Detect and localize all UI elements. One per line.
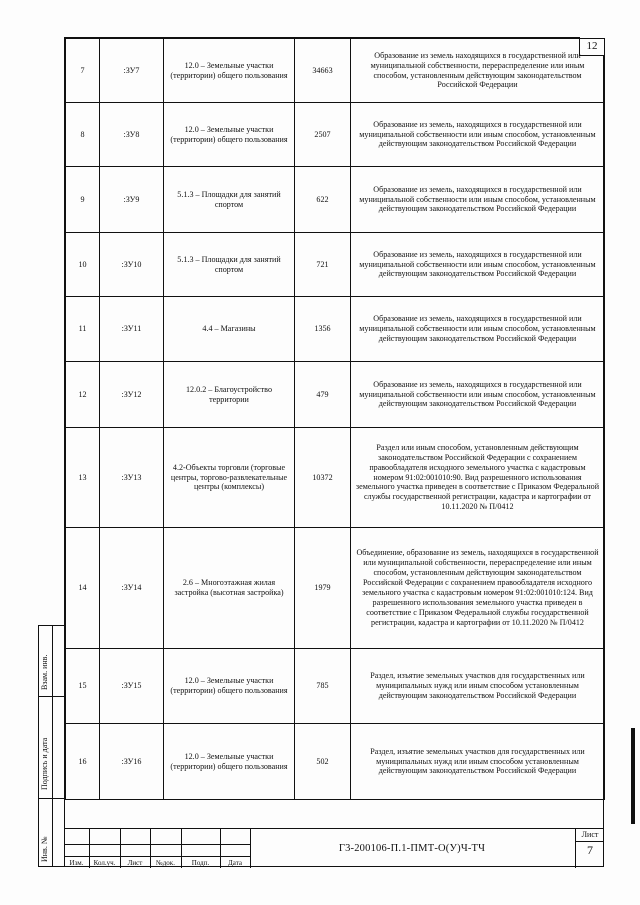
land-plots-table <box>65 38 605 800</box>
revision-grid <box>64 829 250 868</box>
row-number: 8 <box>66 103 100 167</box>
plot-area: 785 <box>295 649 351 724</box>
permitted-use: 12.0 – Земельные участки (территории) общего пользования <box>164 649 295 724</box>
plot-id: :ЗУ14 <box>100 528 164 649</box>
permitted-use: 2.6 – Многоэтажная жилая застройка (высотная застройка) <box>164 528 295 649</box>
table-row <box>66 649 605 724</box>
sheet-label: Лист <box>581 830 599 839</box>
table-row <box>66 233 605 297</box>
formation-method: Образование из земель, находящихся в государственной или муниципальной собственности или иным способом, установленным действующим законодательством Российской Федерации <box>351 103 605 167</box>
permitted-use: 12.0.2 – Благоустройство территории <box>164 362 295 428</box>
formation-method: Раздел или иным способом, установленным действующим законодательством Российской Федерации с сохранением правообладателя исходного земельного участка с кадастровым номером 91:02:001010:90. Вид разрешенного использования земельного участка приведен в соответствие с Приказом Федеральной службы государственной регистрации, кадастра и картографии от 10.11.2020 № П/0412 <box>351 428 605 528</box>
formation-method: Образование из земель, находящихся в государственной или муниципальной собственности или иным способом, установленным действующим законодательством Российской Федерации <box>351 362 605 428</box>
permitted-use: 12.0 – Земельные участки (территории) общего пользования <box>164 103 295 167</box>
stamp-label-izm: Изм. <box>69 859 84 867</box>
row-number: 11 <box>66 297 100 362</box>
row-number: 15 <box>66 649 100 724</box>
formation-method: Раздел, изъятие земельных участков для государственных или муниципальных нужд или иным способом установленным действующим законодательством Российской Федерации <box>351 649 605 724</box>
document-code: Г3-200106-П.1-ПМТ-О(У)Ч-ТЧ <box>338 843 486 854</box>
plot-id: :ЗУ11 <box>100 297 164 362</box>
plot-area: 502 <box>295 724 351 800</box>
formation-method: Образование из земель, находящихся в государственной или муниципальной собственности или иным способом, установленным действующим законодательством Российской Федерации <box>351 297 605 362</box>
page-frame <box>64 37 604 867</box>
table-row <box>66 167 605 233</box>
formation-method: Образование из земель, находящихся в государственной или муниципальной собственности или иным способом, установленным действующим законодательством Российской Федерации <box>351 233 605 297</box>
plot-area: 10372 <box>295 428 351 528</box>
table-row <box>66 362 605 428</box>
table-row <box>66 297 605 362</box>
plot-area: 721 <box>295 233 351 297</box>
page-number-top: 12 <box>579 37 604 56</box>
plot-area: 2507 <box>295 103 351 167</box>
row-number: 10 <box>66 233 100 297</box>
side-approval-strip <box>38 625 64 867</box>
formation-method: Образование из земель, находящихся в государственной или муниципальной собственности или иным способом, установленным действующим законодательством Российской Федерации <box>351 167 605 233</box>
table-row <box>66 428 605 528</box>
title-block-stamp <box>64 828 604 867</box>
formation-method: Образование из земель находящихся в государственной или муниципальной собственности, перераспределение или иным способом, установленным действующим законодательством Российской Федерации <box>351 39 605 103</box>
table-row <box>66 39 605 103</box>
plot-id: :ЗУ8 <box>100 103 164 167</box>
row-number: 7 <box>66 39 100 103</box>
sheet-box <box>575 829 604 868</box>
permitted-use: 5.1.3 – Площадки для занятий спортом <box>164 233 295 297</box>
plot-id: :ЗУ7 <box>100 39 164 103</box>
permitted-use: 4.2-Объекты торговли (торговые центры, торгово-развлекательные центры (комплексы) <box>164 428 295 528</box>
row-number: 13 <box>66 428 100 528</box>
side-label-podpis-data: Подпись и дата <box>40 737 49 790</box>
stamp-label-ndok: №док. <box>156 859 175 867</box>
row-number: 14 <box>66 528 100 649</box>
permitted-use: 12.0 – Земельные участки (территории) общего пользования <box>164 39 295 103</box>
formation-method: Раздел, изъятие земельных участков для государственных или муниципальных нужд или иным способом установленным действующим законодательством Российской Федерации <box>351 724 605 800</box>
plot-area: 1979 <box>295 528 351 649</box>
row-number: 9 <box>66 167 100 233</box>
plot-area: 479 <box>295 362 351 428</box>
binding-mark <box>631 728 635 824</box>
plot-id: :ЗУ16 <box>100 724 164 800</box>
plot-id: :ЗУ12 <box>100 362 164 428</box>
stamp-label-podp: Подп. <box>191 859 210 867</box>
table-row <box>66 528 605 649</box>
plot-id: :ЗУ10 <box>100 233 164 297</box>
row-number: 12 <box>66 362 100 428</box>
plot-id: :ЗУ9 <box>100 167 164 233</box>
plot-area: 1356 <box>295 297 351 362</box>
plot-id: :ЗУ13 <box>100 428 164 528</box>
stamp-label-list: Лист <box>127 859 143 867</box>
permitted-use: 5.1.3 – Площадки для занятий спортом <box>164 167 295 233</box>
side-label-vzam-inv: Взам. инв. <box>40 654 49 690</box>
permitted-use: 4.4 – Магазины <box>164 297 295 362</box>
plot-id: :ЗУ15 <box>100 649 164 724</box>
permitted-use: 12.0 – Земельные участки (территории) общего пользования <box>164 724 295 800</box>
row-number: 16 <box>66 724 100 800</box>
plot-area: 622 <box>295 167 351 233</box>
table-row <box>66 103 605 167</box>
sheet-number: 7 <box>587 843 593 857</box>
stamp-label-kol-uch: Кол.уч. <box>93 859 116 867</box>
formation-method: Объединение, образование из земель, находящихся в государственной или муниципальной собственности, перераспределение или иным способом, установленным действующим законодательством Российской Федерации с сохранением правообладателя исходного земельного участка с кадастровым номером 91:02:001010:124. Вид разрешенного использования земельного участка приведен в соответствие с Приказом Федеральной службы государственной регистрации, кадастра и картографии от 10.11.2020 № П/0412 <box>351 528 605 649</box>
plot-area: 34663 <box>295 39 351 103</box>
side-label-inv-no: Инв. № <box>40 836 49 862</box>
stamp-label-data: Дата <box>228 859 242 867</box>
table-row <box>66 724 605 800</box>
